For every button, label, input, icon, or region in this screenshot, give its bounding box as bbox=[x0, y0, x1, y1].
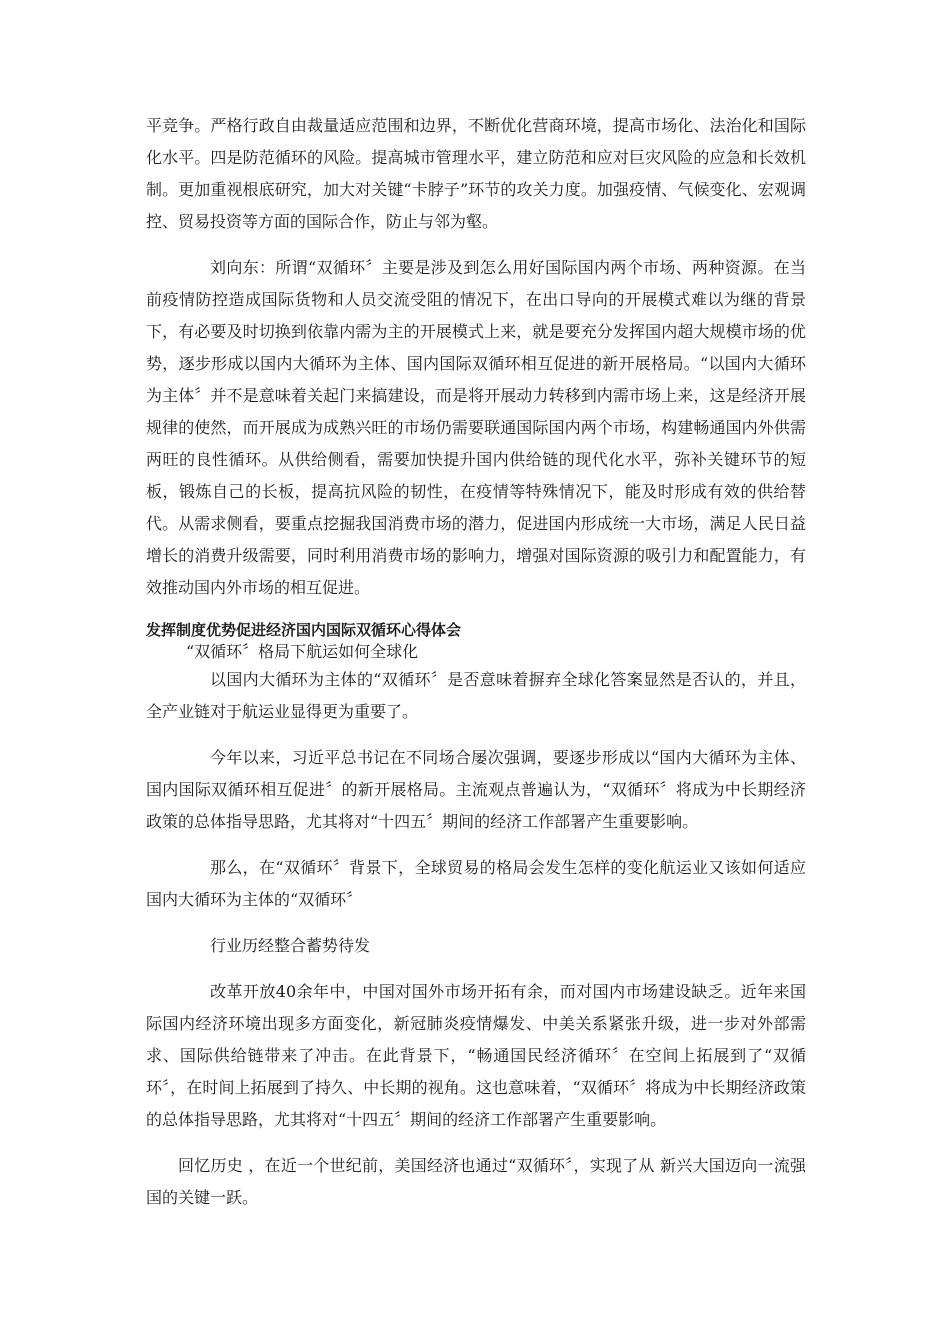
section-subheading: “双循环〞格局下航运如何全球化 bbox=[186, 642, 419, 661]
paragraph-1: 平竞争。严格行政自由裁量适应范围和边界，不断优化营商环境，提高市场化、法治化和国际化水平。四是防范循环的风险。提高城市管理水平，建立防范和应对巨灾风险的应急和长效机制。更加重视根底研究，加大对关键“卡脖子”环节的攻关力度。加强疫情、气候变化、宏观调控、贸易投资等方面的国际合作，防止与邻为壑。 bbox=[146, 116, 806, 231]
paragraph-3: 以国内大循环为主体的“双循环〞是否意味着摒弃全球化答案显然是否认的，并且，全产业链对于航运业显得更为重要了。 bbox=[146, 670, 806, 721]
paragraph-6: 行业历经整合蓄势待发 bbox=[210, 936, 371, 955]
paragraph-4: 今年以来，习近平总书记在不同场合屡次强调，要逐步形成以“国内大循环为主体、国内国际双循环相互促进〞的新开展格局。主流观点普遍认为，“双循环〞将成为中长期经济政策的总体指导思路，尤其将对“十四五〞期间的经济工作部署产生重要影响。 bbox=[146, 748, 806, 831]
paragraph-8: 回忆历史 ，在近一个世纪前，美国经济也通过“双循环〞，实现了从 新兴大国迈向一流强国的关键一跃。 bbox=[146, 1156, 806, 1207]
section-heading: 发挥制度优势促进经济国内国际双循环心得体会 bbox=[146, 621, 462, 639]
paragraph-7: 改革开放40余年中，中国对国外市场开拓有余，而对国内市场建设缺乏。近年来国际国内经济环境出现多方面变化，新冠肺炎疫情爆发、中美关系紧张升级，进一步对外部需求、国际供给链带来了冲击。在此背景下，“畅通国民经济循环〞在空间上拓展到了“双循环〞，在时间上拓展到了持久、中长期的视角。这也意味着，“双循环〞将成为中长期经济政策的总体指导思路，尤其将对“十四五〞期间的经济工作部署产生重要影响。 bbox=[146, 982, 806, 1129]
document-page bbox=[146, 110, 806, 1214]
paragraph-5: 那么，在“双循环〞背景下，全球贸易的格局会发生怎样的变化航运业又该如何适应国内大循环为主体的“双循环〞 bbox=[146, 858, 806, 909]
paragraph-2: 刘向东：所谓“双循环〞主要是涉及到怎么用好国际国内两个市场、两种资源。在当前疫情防控造成国际货物和人员交流受阻的情况下，在出口导向的开展模式难以为继的背景下，有必要及时切换到依靠内需为主的开展模式上来，就是要充分发挥国内超大规模市场的优势，逐步形成以国内大循环为主体、国内国际双循环相互促进的新开展格局。“以国内大循环为主体〞并不是意味着关起门来搞建设，而是将开展动力转移到内需市场上来，这是经济开展规律的使然，而开展成为成熟兴旺的市场仍需要联通国际国内两个市场，构建畅通国内外供需两旺的良性循环。从供给侧看，需要加快提升国内供给链的现代化水平，弥补关键环节的短板，锻炼自己的长板，提高抗风险的韧性，在疫情等特殊情况下，能及时形成有效的供给替代。从需求侧看，要重点挖掘我国消费市场的潜力，促进国内形成统一大市场，满足人民日益增长的消费升级需要，同时利用消费市场的影响力，增强对国际资源的吸引力和配置能力，有效推动国内外市场的相互促进。 bbox=[146, 258, 806, 597]
